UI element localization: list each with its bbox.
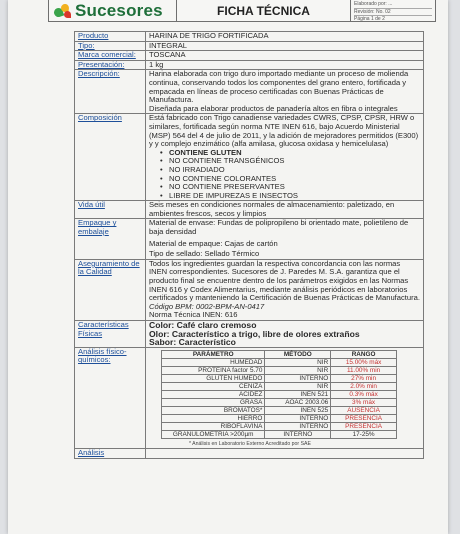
table-row <box>162 390 397 398</box>
analysis-cell: GLUTEN HUMEDO <box>162 374 265 382</box>
analysis-cell: AUSENCIA <box>331 406 397 414</box>
analysis-cell: PRESENCIA <box>331 422 397 430</box>
analysis-cell: BROMATOS* <box>162 406 265 414</box>
document-title: FICHA TÉCNICA <box>177 0 351 21</box>
label-caracteristicas: Características Físicas <box>75 321 146 348</box>
row-empaque <box>75 219 424 259</box>
descripcion-paragraph-1: Harina elaborada con trigo duro importado mediante un proceso de molienda continua, conservando todos los componentes del grano entero, fortificada y empacada en líneas de proceso certificadas con Buenas Prácticas de Manufactura. <box>149 69 409 105</box>
analysis-cell: GRASA <box>162 398 265 406</box>
value-marca: TOSCANA <box>146 51 424 61</box>
label-presentacion: Presentación: <box>75 60 146 70</box>
analysis-cell: INTERNO <box>265 374 331 382</box>
value-vida-util: Seis meses en condiciones normales de almacenamiento: paletizado, en ambientes frescos, secos y limpios <box>146 201 424 219</box>
descripcion-paragraph-2: Diseñada para elaborar productos de panadería altos en fibra o integrales <box>149 103 398 113</box>
analysis-cell: INTERNO <box>265 430 331 438</box>
bullet-item: • CONTIENE GLUTEN <box>169 149 420 158</box>
label-aseguramiento: Aseguramiento de la Calidad <box>75 259 146 320</box>
analysis-cell: PROTEINA factor 5.70 <box>162 366 265 374</box>
table-row <box>162 366 397 374</box>
value-tipo: INTEGRAL <box>146 41 424 51</box>
caracteristica-olor: Olor: Característico a trigo, libre de olores extraños <box>149 328 360 339</box>
analysis-cell: INEN 521 <box>265 390 331 398</box>
analysis-cell: CENIZA <box>162 382 265 390</box>
meta-line-1: Elaborado por: ... <box>354 1 432 9</box>
label-producto: Producto <box>75 32 146 42</box>
analysis-cell: 11.00% min <box>331 366 397 374</box>
value-analisis-next <box>146 449 424 459</box>
row-descripcion <box>75 70 424 114</box>
empaque-sellado: Tipo de sellado: Sellado Térmico <box>149 249 260 259</box>
caracteristica-color: Color: Café claro cremoso <box>149 320 257 330</box>
label-empaque: Empaque y embalaje <box>75 219 146 259</box>
analysis-cell: HIERRO <box>162 414 265 422</box>
analysis-header-row <box>162 350 397 358</box>
value-empaque <box>146 219 424 259</box>
label-analisis-next: Análisis <box>75 449 146 459</box>
value-caracteristicas <box>146 321 424 348</box>
row-analisis-fq <box>75 347 424 449</box>
label-analisis-fq: Análisis físico-químicos: <box>75 347 146 449</box>
table-row <box>162 430 397 438</box>
bullet-item: • NO CONTIENE COLORANTES <box>169 175 420 184</box>
table-row <box>162 374 397 382</box>
bullet-item: • NO IRRADIADO <box>169 166 420 175</box>
label-tipo: Tipo: <box>75 41 146 51</box>
table-row <box>162 414 397 422</box>
aseguramiento-text: Todos los ingredientes guardan la respectiva concordancia con las normas INEN correspondientes. Sucesores de J. Paredes M. S.A. garantiza que el producto final se encuentre dentro de los parámetros exigidos en las Normas INEN 616 y Codex Alimentarius, mediante análisis periódicos en laboratorios certificados y manteniendo la Certificación de Buenas Prácticas de Manufactura. <box>149 258 420 303</box>
table-row <box>162 406 397 414</box>
analysis-cell: 0.3% máx <box>331 390 397 398</box>
analysis-cell: 27% min <box>331 374 397 382</box>
table-row <box>162 382 397 390</box>
bullet-item: • NO CONTIENE TRANSGÉNICOS <box>169 157 420 166</box>
label-vida-util: Vida útil <box>75 201 146 219</box>
analysis-cell: NIR <box>265 382 331 390</box>
analysis-cell: PRESENCIA <box>331 414 397 422</box>
analysis-cell: RIBOFLAVINA <box>162 422 265 430</box>
analysis-cell: INEN 525 <box>265 406 331 414</box>
composicion-bullets <box>149 149 420 201</box>
table-row <box>162 422 397 430</box>
analysis-cell: GRANULOMETRIA >200µm <box>162 430 265 438</box>
label-composicion: Composición <box>75 114 146 201</box>
row-producto <box>75 32 424 42</box>
analysis-cell: 3% máx <box>331 398 397 406</box>
analysis-footnote: * Análisis en Laboratorio Externo Acreditado por SAE <box>189 440 311 447</box>
composicion-text: Está fabricado con Trigo canadiense variedades CWRS, CPSP, CPSR, HRW o similares, fortificada según norma NTE INEN 616, bajo Acuerdo Ministerial (MSP) 564 del 4 de julio de 2011, y la adición de mejoradores permitidos (E300) y y complejo enzimático (alfa amilasa, glucosa oxidasa y hemicelulasa) <box>149 113 419 149</box>
table-row <box>162 358 397 366</box>
analysis-cell: INTERNO <box>265 414 331 422</box>
document-header <box>48 0 436 22</box>
row-marca <box>75 51 424 61</box>
analysis-cell: AOAC 2003.06 <box>265 398 331 406</box>
value-producto: HARINA DE TRIGO FORTIFICADA <box>146 32 424 42</box>
analysis-table <box>161 350 397 439</box>
caracteristica-sabor: Sabor: Característico <box>149 337 236 348</box>
value-presentacion: 1 kg <box>146 60 424 70</box>
meta-line-3: Página 1 de 2 <box>354 16 385 22</box>
analysis-header-rango: RANGO <box>331 350 397 358</box>
value-composicion <box>146 114 424 201</box>
company-logo <box>49 0 177 21</box>
aseguramiento-bpm: Código BPM: 0002-BPM-AN-0417 <box>149 301 265 311</box>
aseguramiento-norma: Norma Técnica INEN: 616 <box>149 310 238 320</box>
analysis-cell: NIR <box>265 358 331 366</box>
meta-line-2: Revisión: No. 02 <box>354 9 432 17</box>
analysis-cell: HUMEDAD <box>162 358 265 366</box>
row-vida-util <box>75 201 424 219</box>
analysis-cell: 17-25% <box>331 430 397 438</box>
analysis-header-metodo: MÉTODO <box>265 350 331 358</box>
analysis-cell: NIR <box>265 366 331 374</box>
document-meta <box>351 0 435 21</box>
analysis-cell: ACIDEZ <box>162 390 265 398</box>
bullet-item: • LIBRE DE IMPUREZAS E INSECTOS <box>169 192 420 201</box>
analysis-cell: 2.0% min <box>331 382 397 390</box>
row-caracteristicas <box>75 321 424 348</box>
value-descripcion <box>146 70 424 114</box>
bullet-item: • NO CONTIENE PRESERVANTES <box>169 183 420 192</box>
empaque-envase: Material de envase: Fundas de polipropileno bi orientado mate, polietileno de baja densidad <box>149 218 409 237</box>
value-analisis-fq <box>146 347 424 449</box>
spec-table <box>74 31 424 459</box>
logo-text: Sucesores <box>75 0 163 20</box>
document-page <box>8 0 448 534</box>
row-analisis-next <box>75 449 424 459</box>
row-aseguramiento <box>75 259 424 320</box>
label-marca: Marca comercial: <box>75 51 146 61</box>
empaque-empaque: Material de empaque: Cajas de cartón <box>149 238 278 248</box>
analysis-header-parametro: PARÁMETRO <box>162 350 265 358</box>
analysis-cell: 15.00% máx <box>331 358 397 366</box>
value-aseguramiento <box>146 259 424 320</box>
row-composicion <box>75 114 424 201</box>
analysis-cell: INTERNO <box>265 422 331 430</box>
label-descripcion: Descripción: <box>75 70 146 114</box>
grain-logo-icon <box>53 3 73 19</box>
table-row <box>162 398 397 406</box>
